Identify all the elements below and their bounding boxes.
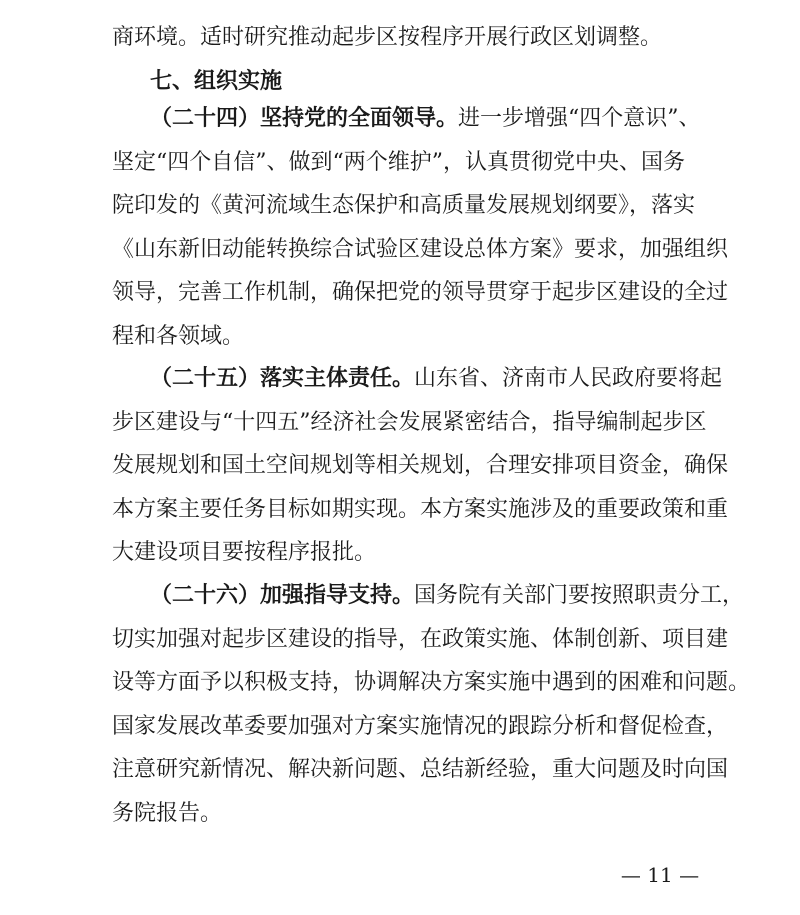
paragraph-24-text: 坚定“四个自信”、做到“两个维护”，认真贯彻党中央、国务 — [112, 150, 685, 175]
page-number: — 11 — — [620, 863, 700, 887]
section-heading: 七、组织实施 — [150, 69, 283, 94]
paragraph-26-line-1 — [0, 576, 800, 616]
paragraph-25-lead: （二十五）落实主体责任。 — [150, 366, 415, 391]
paragraph-26-text: 国家发展改革委要加强对方案实施情况的跟踪分析和督促检查， — [112, 714, 729, 739]
paragraph-25-line-4 — [0, 490, 800, 530]
paragraph-24-line-2 — [0, 143, 800, 183]
paragraph-24-text: 《山东新旧动能转换综合试验区建设总体方案》要求，加强组织 — [112, 237, 729, 262]
paragraph-24-line-6 — [0, 317, 800, 357]
paragraph-26-text: 国务院有关部门要按照职责分工， — [414, 583, 745, 608]
paragraph-25-line-2 — [0, 403, 800, 443]
paragraph-26-line-4 — [0, 707, 800, 747]
continuation-text: 商环境。适时研究推动起步区按程序开展行政区划调整。 — [112, 25, 663, 50]
paragraph-25-line-3 — [0, 446, 800, 486]
paragraph-24-lead: （二十四）坚持党的全面领导。 — [150, 106, 459, 131]
paragraph-25-line-1 — [0, 359, 800, 399]
continuation-line — [0, 18, 800, 58]
paragraph-24-text: 领导，完善工作机制，确保把党的领导贯穿于起步区建设的全过 — [112, 280, 729, 305]
paragraph-24-line-3 — [0, 186, 800, 226]
paragraph-24-text: 院印发的《黄河流域生态保护和高质量发展规划纲要》，落实 — [112, 193, 696, 218]
paragraph-25-line-5 — [0, 533, 800, 573]
paragraph-26-line-6 — [0, 794, 800, 834]
paragraph-25-text: 山东省、济南市人民政府要将起 — [414, 366, 723, 391]
paragraph-26-lead: （二十六）加强指导支持。 — [150, 583, 415, 608]
paragraph-26-text: 注意研究新情况、解决新问题、总结新经验，重大问题及时向国 — [112, 757, 729, 782]
section-heading-line — [0, 62, 800, 102]
paragraph-24-text: 进一步增强“四个意识”、 — [458, 106, 701, 131]
paragraph-26-line-2 — [0, 620, 800, 660]
paragraph-25-text: 本方案主要任务目标如期实现。本方案实施涉及的重要政策和重 — [112, 497, 729, 522]
paragraph-26-line-5 — [0, 750, 800, 790]
paragraph-26-text: 务院报告。 — [112, 801, 223, 826]
paragraph-25-text: 发展规划和国土空间规划等相关规划，合理安排项目资金，确保 — [112, 453, 729, 478]
paragraph-25-text: 大建设项目要按程序报批。 — [112, 540, 377, 565]
paragraph-26-text: 切实加强对起步区建设的指导，在政策实施、体制创新、项目建 — [112, 627, 729, 652]
paragraph-26-line-3 — [0, 663, 800, 703]
paragraph-24-line-5 — [0, 273, 800, 313]
paragraph-24-line-1 — [0, 99, 800, 139]
paragraph-26-text: 设等方面予以积极支持，协调解决方案实施中遇到的困难和问题。 — [112, 670, 751, 695]
paragraph-24-line-4 — [0, 230, 800, 270]
paragraph-25-text: 步区建设与“十四五”经济社会发展紧密结合，指导编制起步区 — [112, 410, 707, 435]
paragraph-24-text: 程和各领域。 — [112, 324, 245, 349]
